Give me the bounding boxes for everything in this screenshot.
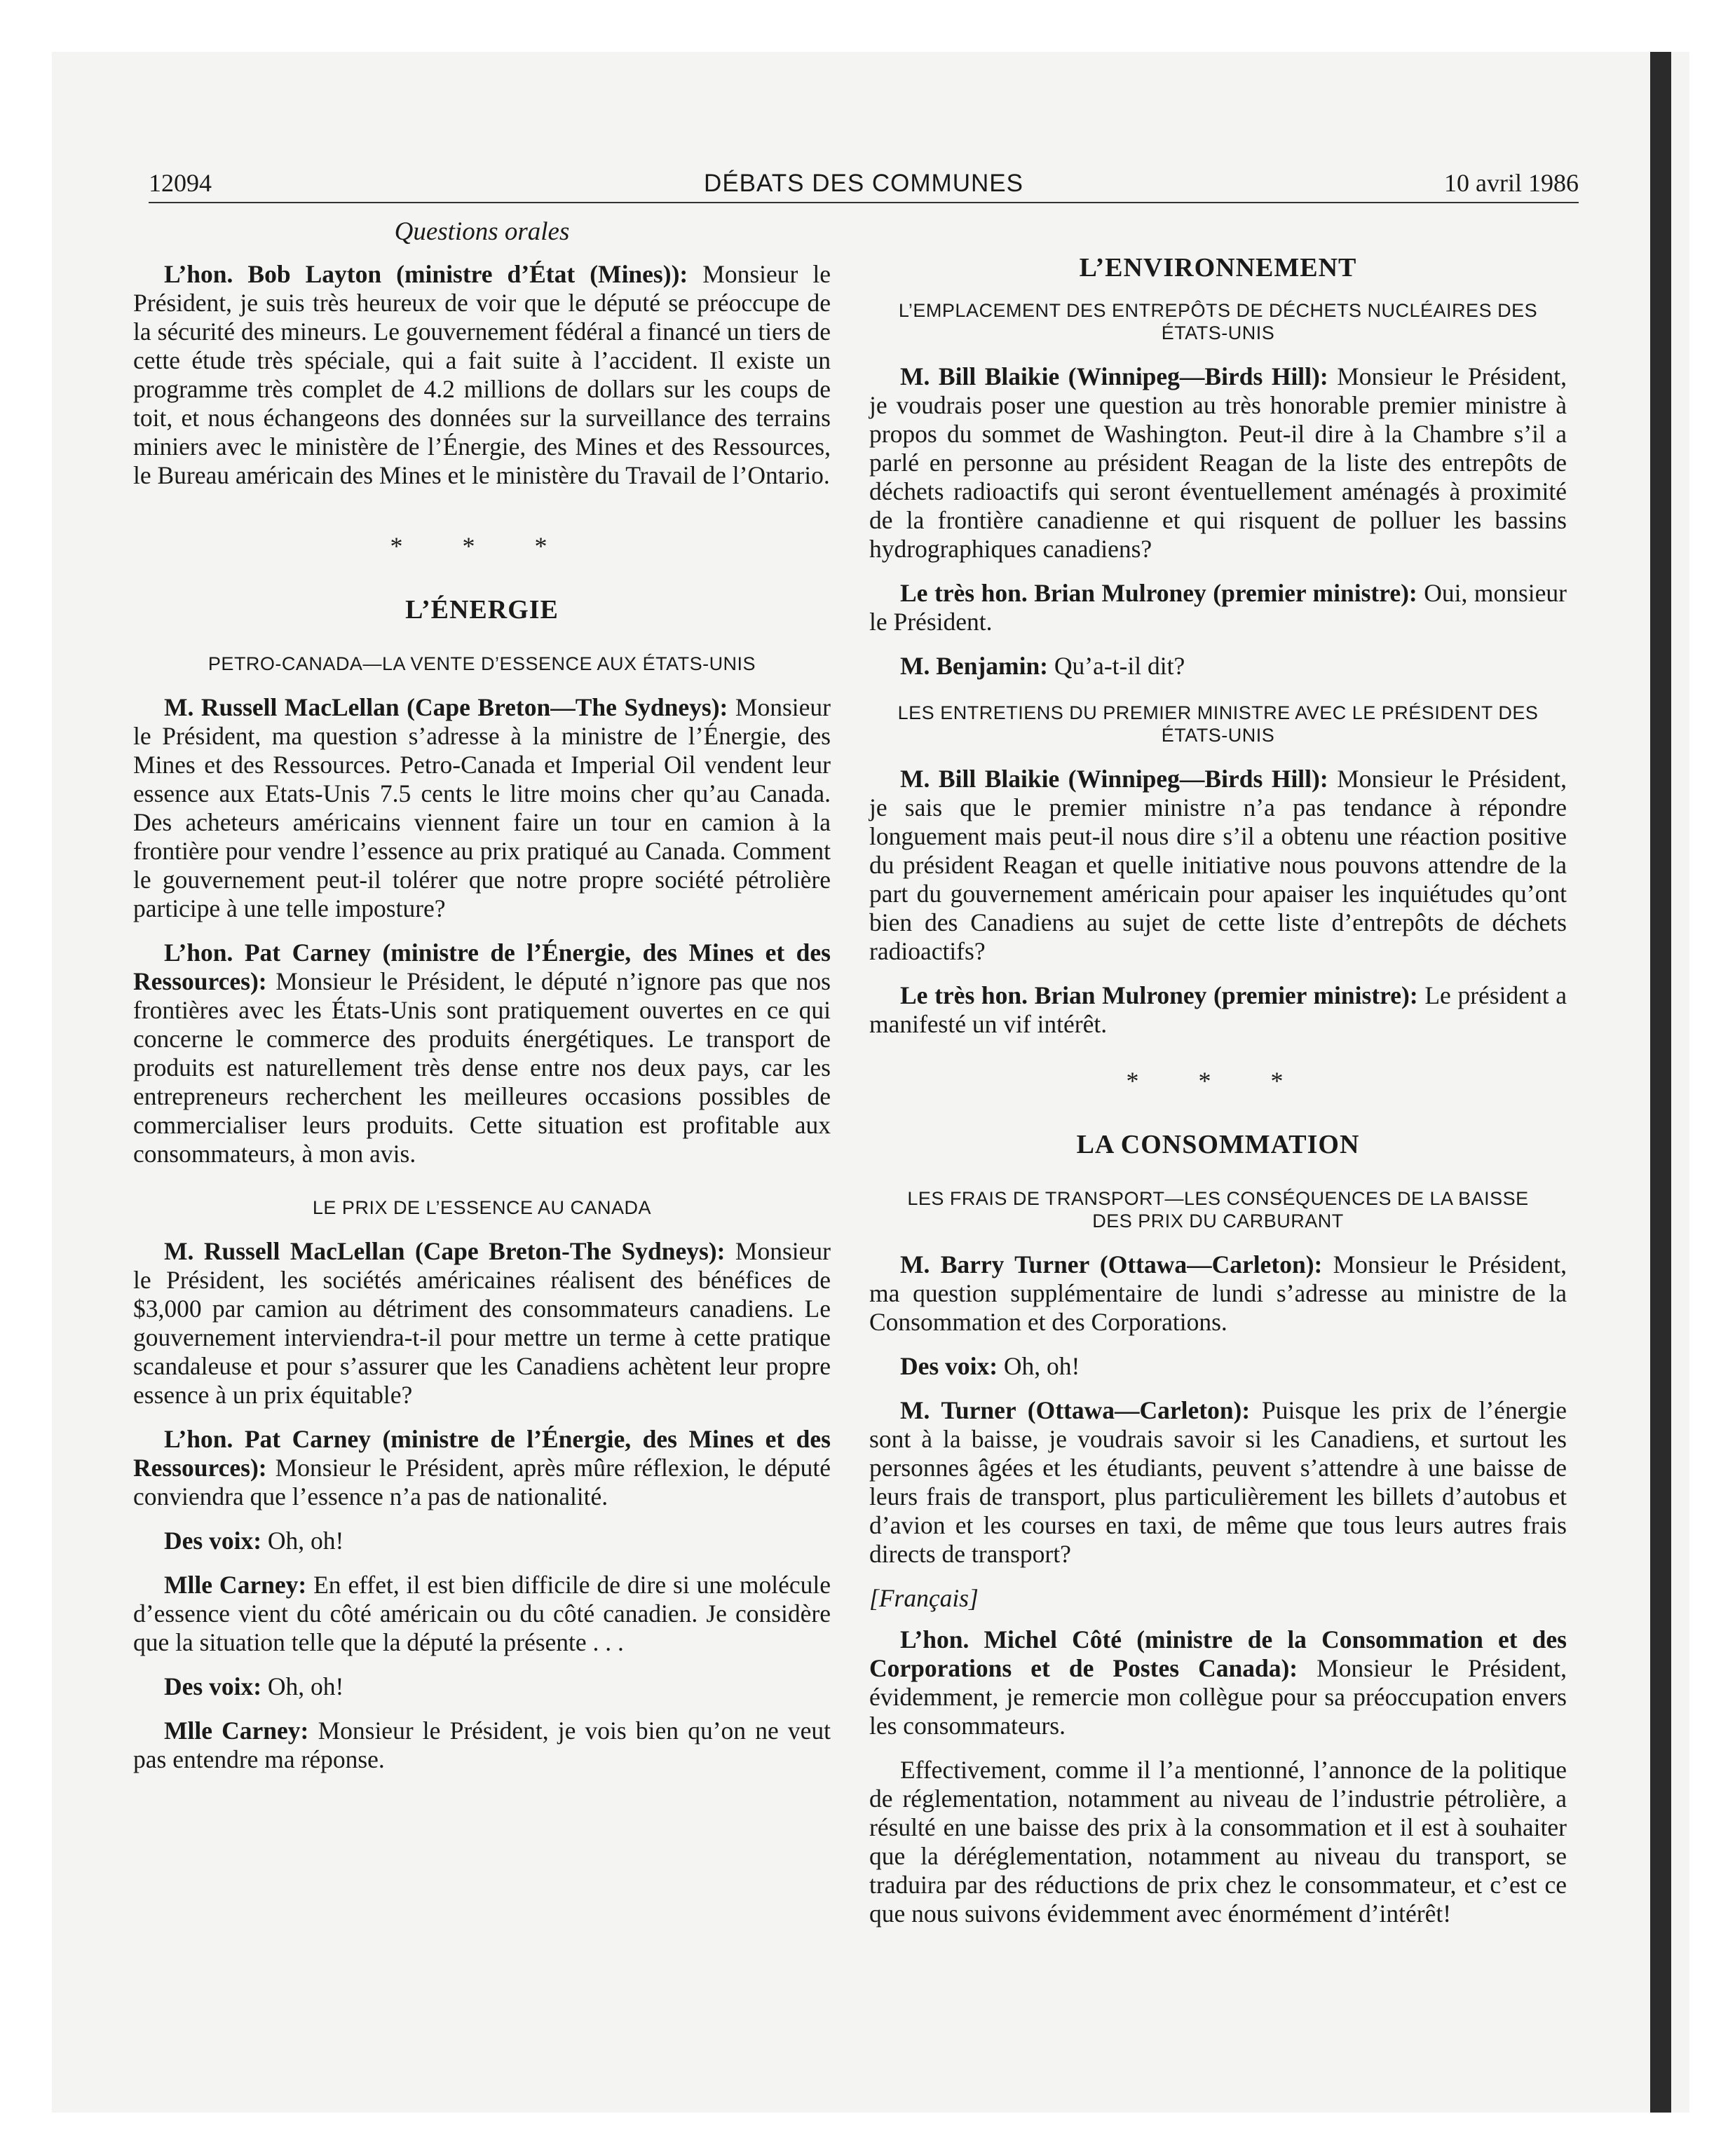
speech-paragraph xyxy=(133,260,831,490)
speech-paragraph xyxy=(869,652,1567,681)
section-heading: L’ENVIRONNEMENT xyxy=(1079,253,1357,282)
speech-text: Oh, oh! xyxy=(261,1527,344,1555)
speaker-name: M. Barry Turner (Ottawa—Carleton): xyxy=(900,1250,1323,1278)
speech-text: Monsieur le Président, je suis très heureux de voir que le député se préoccupe de la sécurité des mineurs. Le gouvernement fédéral a financé un tiers de cette étude très spéciale, qui a fait suite à l’accident. Il existe un programme très complet de 4.2 millions de dollars sur les coups de toit, et nous échangeons des données sur la surveillance des terrains miniers avec le ministère de l’Énergie, des Mines et des Ressources, le Bureau américain des Mines et le ministère du Travail de l’Ontario. xyxy=(133,260,831,489)
speech-paragraph xyxy=(869,1396,1567,1569)
speech-text: Oh, oh! xyxy=(998,1352,1080,1380)
speaker-name: L’hon. Pat Carney (ministre de l’Énergie, des Mines et des Ressources): xyxy=(133,1425,831,1482)
speech-paragraph xyxy=(133,693,831,923)
speech-paragraph xyxy=(133,1717,831,1774)
speaker-name: L’hon. Michel Côté (ministre de la Consommation et des Corporations et de Postes Canada): xyxy=(869,1625,1567,1682)
section-heading: LA CONSOMMATION xyxy=(1076,1130,1360,1159)
speech-text: Monsieur le Président, les sociétés américaines réalisent des bénéfices de $3,000 par camion au détriment des consommateurs canadiens. Le gouvernement interviendra-t-il pour mettre un terme à cette pratique scandaleuse et pour s’assurer que les Canadiens achètent leur propre essence à un prix équitable? xyxy=(133,1237,831,1409)
speech-text: Puisque les prix de l’énergie sont à la baisse, je voudrais savoir si les Canadiens, et surtout les personnes âgées et les étudiants, peuvent s’attendre à une baisse de leurs frais de transport, plus particulièrement les billets d’autobus et d’avion et les courses en taxi, de même que tous leurs autres frais directs de transport? xyxy=(869,1396,1567,1568)
speech-paragraph xyxy=(869,362,1567,564)
speech-paragraph xyxy=(133,1425,831,1511)
speech-paragraph xyxy=(869,981,1567,1039)
speaker-name: M. Bill Blaikie (Winnipeg—Birds Hill): xyxy=(900,362,1328,390)
speaker-name: M. Benjamin: xyxy=(900,652,1049,680)
speech-text: En effet, il est bien difficile de dire si une molécule d’essence vient du côté américain ou du côté canadien. Je considère que la situation telle que la député la présente . . . xyxy=(133,1571,831,1656)
speech-text: Monsieur le Président, évidemment, je remercie mon collègue pour sa préoccupation envers les consommateurs. xyxy=(869,1654,1567,1740)
topic-subheading: LES FRAIS DE TRANSPORT—LES CONSÉQUENCES DE LA BAISSE DES PRIX DU CARBURANT xyxy=(907,1188,1529,1231)
speech-paragraph xyxy=(869,1250,1567,1337)
topic-subheading: LE PRIX DE L’ESSENCE AU CANADA xyxy=(312,1197,652,1218)
section-label: Questions orales xyxy=(394,217,570,246)
speech-paragraph xyxy=(133,1672,831,1701)
section-separator: * * * xyxy=(1126,1067,1310,1095)
speech-paragraph xyxy=(133,1527,831,1555)
publication-title: DÉBATS DES COMMUNES xyxy=(704,170,1023,197)
speaker-name: Le très hon. Brian Mulroney (premier ministre): xyxy=(900,981,1418,1009)
page-number: 12094 xyxy=(149,169,212,197)
running-head xyxy=(149,163,1579,203)
section-heading: L’ÉNERGIE xyxy=(405,595,559,625)
speaker-name: Mlle Carney: xyxy=(164,1717,309,1745)
speech-paragraph xyxy=(869,1352,1567,1381)
topic-subheading: LES ENTRETIENS DU PREMIER MINISTRE AVEC LE PRÉSIDENT DES ÉTATS-UNIS xyxy=(897,702,1539,746)
speaker-name: M. Russell MacLellan (Cape Breton—The Sydneys): xyxy=(164,693,728,721)
scan-edge-bar xyxy=(1650,52,1671,2113)
speaker-name: Des voix: xyxy=(164,1672,262,1700)
speech-text: Monsieur le Président, le député n’ignore pas que nos frontières avec les États-Unis sont pratiquement ouvertes en ce qui concerne le commerce des produits énergétiques. Le transport de produits est naturellement très dense entre nos deux pays, car les entrepreneurs recherchent les meilleures occasions possibles de commercialiser leurs produits. Cette situation est profitable aux consommateurs, à mon avis. xyxy=(133,967,831,1168)
speech-paragraph xyxy=(869,1756,1567,1928)
speech-paragraph xyxy=(869,1625,1567,1740)
right-column xyxy=(869,210,1567,1944)
speech-text: Qu’a-t-il dit? xyxy=(1048,652,1185,680)
speaker-name: L’hon. Pat Carney (ministre de l’Énergie, des Mines et des Ressources): xyxy=(133,939,831,995)
speech-paragraph xyxy=(133,939,831,1168)
speech-text: Monsieur le Président, ma question s’adresse à la ministre de l’Énergie, des Mines et des Ressources. Petro-Canada et Imperial Oil vendent leur essence aux Etats-Unis 7.5 cents le litre moins cher qu’au Canada. Des acheteurs américains viennent faire un tour en camion à la frontière pour vendre l’essence au prix pratiqué au Canada. Comment le gouvernement peut-il tolérer que notre propre société pétrolière participe à une telle imposture? xyxy=(133,693,831,922)
issue-date: 10 avril 1986 xyxy=(1444,169,1579,197)
speaker-name: M. Russell MacLellan (Cape Breton-The Sydneys): xyxy=(164,1237,726,1265)
speech-paragraph xyxy=(869,579,1567,636)
speech-text: Effectivement, comme il l’a mentionné, l’annonce de la politique de réglementation, notamment au niveau de l’industrie pétrolière, a résulté en une baisse des prix à la consommation et il est à souhaiter que la déréglementation, notamment au niveau du transport, se traduira par des réductions de prix chez le consommateur, et c’est ce que nous suivons évidemment avec énormément d’intérêt! xyxy=(869,1756,1567,1928)
speaker-name: Des voix: xyxy=(900,1352,998,1380)
speech-text: Monsieur le Président, je voudrais poser une question au très honorable premier ministre à propos du sommet de Washington. Peut-il dire à la Chambre s’il a parlé en personne au président Reagan de la liste des entrepôts de déchets radioactifs qui seront éventuellement aménagés à proximité de la frontière canadienne et qui risquent de polluer les bassins hydrographiques canadiens? xyxy=(869,362,1567,563)
speaker-name: M. Turner (Ottawa—Carleton): xyxy=(900,1396,1251,1424)
speaker-name: Le très hon. Brian Mulroney (premier ministre): xyxy=(900,579,1417,607)
topic-subheading: PETRO-CANADA—LA VENTE D’ESSENCE AUX ÉTATS-UNIS xyxy=(207,653,756,674)
speaker-name: M. Bill Blaikie (Winnipeg—Birds Hill): xyxy=(900,765,1328,793)
language-marker: [Français] xyxy=(869,1584,979,1612)
speaker-name: Des voix: xyxy=(164,1527,262,1555)
speech-paragraph xyxy=(133,1237,831,1410)
speech-text: Monsieur le Président, ma question supplémentaire de lundi s’adresse au ministre de la Consommation et des Corporations. xyxy=(869,1250,1567,1336)
speech-text: Oh, oh! xyxy=(261,1672,344,1700)
speech-paragraph xyxy=(133,1571,831,1657)
left-column xyxy=(133,210,831,1789)
speech-text: Le président a manifesté un vif intérêt. xyxy=(869,981,1567,1038)
speech-text: Monsieur le Président, après mûre réflexion, le député conviendra que l’essence n’a pas de nationalité. xyxy=(133,1454,831,1510)
section-separator: * * * xyxy=(390,532,574,560)
speech-text: Oui, monsieur le Président. xyxy=(869,579,1567,636)
topic-subheading: L’EMPLACEMENT DES ENTREPÔTS DE DÉCHETS NUCLÉAIRES DES ÉTATS-UNIS xyxy=(898,300,1538,343)
speaker-name: Mlle Carney: xyxy=(164,1571,307,1599)
speech-text: Monsieur le Président, je vois bien qu’on ne veut pas entendre ma réponse. xyxy=(133,1717,831,1773)
speech-text: Monsieur le Président, je sais que le premier ministre n’a pas tendance à répondre longuement mais peut-il nous dire s’il a obtenu une réaction positive du président Reagan et quelle initiative nous pouvons attendre de la part du gouvernement américain pour apaiser les inquiétudes qu’ont bien des Canadiens au sujet de cette liste d’entrepôts de déchets radioactifs? xyxy=(869,765,1567,965)
speech-paragraph xyxy=(869,765,1567,966)
speaker-name: L’hon. Bob Layton (ministre d’État (Mines)): xyxy=(164,260,688,288)
